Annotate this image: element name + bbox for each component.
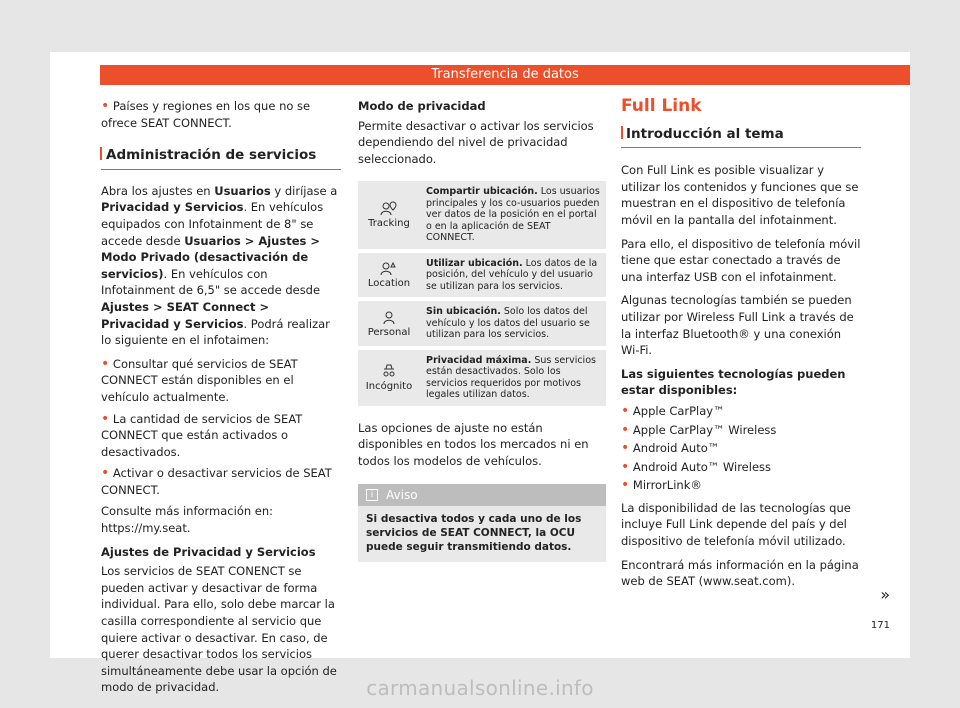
bullet-dot-icon: • [101, 355, 110, 372]
table-row [358, 253, 606, 298]
paragraph: Con Full Link es posible visualizar y utilizar los contenidos y funciones que se muestran en el dispositivo de telefonía móvil en la pantalla del infotainment. [621, 163, 859, 227]
bullet-dot-icon: • [101, 465, 110, 482]
list-item: • Apple CarPlay™ [621, 402, 725, 419]
notice-box [358, 484, 606, 563]
intro-subtitle: Introducción al tema [621, 126, 861, 149]
full-link-title: Full Link [621, 96, 702, 116]
table-row [358, 181, 606, 249]
bullet-dot-icon: • [621, 402, 630, 419]
list-item: • MirrorLink® [621, 477, 702, 494]
privacy-description: Compartir ubicación. Los usuarios principales y los co-usuarios pueden ver datos de la posición en el portal o en la aplicación de SEAT CONNECT. [420, 181, 606, 249]
list-item: • Activar o desactivar servicios de SEAT CONNECT. [101, 465, 332, 497]
bullet-dot-icon: • [621, 458, 630, 475]
location-icon [380, 260, 398, 276]
privacy-subheading: Ajustes de Privacidad y Servicios [101, 544, 316, 559]
personal-icon [380, 309, 398, 325]
privacy-icon-cell: Incógnito [358, 350, 420, 406]
page-number: 171 [870, 620, 890, 631]
privacy-icon-cell: Location [358, 253, 420, 298]
table-row [358, 350, 606, 406]
paragraph: Encontrará más información en la página web de SEAT (www.seat.com). [621, 557, 859, 589]
privacy-mode-table [358, 177, 606, 410]
notice-header: i Aviso [358, 484, 606, 507]
bullet-dot-icon: • [621, 440, 630, 457]
consult-text: Consulte más información en: https://my.seat. [101, 504, 274, 536]
list-item: • Android Auto™ [621, 440, 720, 457]
settings-note: Las opciones de ajuste no están disponibles en todos los mercados ni en todos los modelos de vehículos. [358, 420, 589, 469]
table-row [358, 301, 606, 346]
privacy-description: Sin ubicación. Solo los datos del vehículo y los datos del usuario se utilizan para los servicios. [420, 301, 606, 346]
column-1 [101, 98, 341, 703]
paragraph: Algunas tecnologías también se pueden utilizar por Wireless Full Link a través de la interfaz Bluetooth® y una conexión Wi-Fi. [621, 293, 854, 358]
column-2 [358, 98, 606, 562]
technologies-heading: Las siguientes tecnologías pueden estar disponibles: [621, 366, 846, 398]
privacy-paragraph: Los servicios de SEAT CONENCT se pueden activar y desactivar de forma individual. Para ello, solo debe marcar la casilla correspondiente al servicio que quiere activar o desactivar. En caso, de querer desactivar todos los servicios simultáneamente debe usar la opción de modo de privacidad. [101, 564, 337, 695]
privacy-description: Privacidad máxima. Sus servicios están desactivados. Solo los servicios requeridos por motivos legales utilizan datos. [420, 350, 606, 406]
list-item: • Android Auto™ Wireless [621, 458, 772, 475]
bullet-dot-icon: • [101, 410, 110, 427]
list-item: • La cantidad de servicios de SEAT CONNECT que están activados o desactivados. [101, 410, 303, 459]
privacy-mode-intro: Permite desactivar o activar los servicios dependiendo del nivel de privacidad seleccionado. [358, 118, 594, 166]
page-header-title: Transferencia de datos [100, 65, 910, 85]
next-page-icon: » [880, 585, 890, 604]
list-item: • Consultar qué servicios de SEAT CONNECT están disponibles en el vehículo actualmente. [101, 355, 298, 404]
privacy-description: Utilizar ubicación. Los datos de la posición, del vehículo y del usuario se utilizan para los servicios. [420, 253, 606, 298]
paragraph: La disponibilidad de las tecnologías que incluye Full Link depende del país y del dispositivo de telefonía móvil utilizado. [621, 500, 851, 549]
notice-text: Si desactiva todos y cada uno de los servicios de SEAT CONNECT, la OCU puede seguir transmitiendo datos. [366, 513, 582, 554]
bullet-dot-icon: • [101, 98, 110, 114]
paragraph: Para ello, el dispositivo de telefonía móvil tiene que estar conectado a través de una interfaz USB con el infotainment. [621, 236, 861, 284]
services-paragraph: Abra los ajustes en Usuarios y diríjase a Privacidad y Servicios. En vehículos equipados con Infotainment de 8" se accede desde Usuarios > Ajustes > Modo Privado (desactivación de servicios). En vehículos con Infotainment de 6,5" se accede desde Ajustes > SEAT Connect > Privacidad y Servicios. Podrá realizar lo siguiente en el infotaimen: [101, 183, 338, 348]
bullet-dot-icon: • [621, 477, 630, 494]
column-3 [621, 98, 861, 597]
bullet-intro: • Países y regiones en los que no se ofrece SEAT CONNECT. [101, 98, 311, 130]
privacy-icon-cell: Tracking [358, 181, 420, 249]
privacy-icon-cell: Personal [358, 301, 420, 346]
privacy-mode-heading: Modo de privacidad [358, 99, 486, 113]
list-item: • Apple CarPlay™ Wireless [621, 421, 777, 438]
info-icon: i [366, 489, 378, 501]
incognito-icon [380, 363, 398, 379]
bullet-dot-icon: • [621, 421, 630, 438]
tracking-icon [380, 200, 398, 216]
section-title: Administración de servicios [101, 147, 341, 170]
watermark: carmanualsonline.info [366, 676, 594, 700]
